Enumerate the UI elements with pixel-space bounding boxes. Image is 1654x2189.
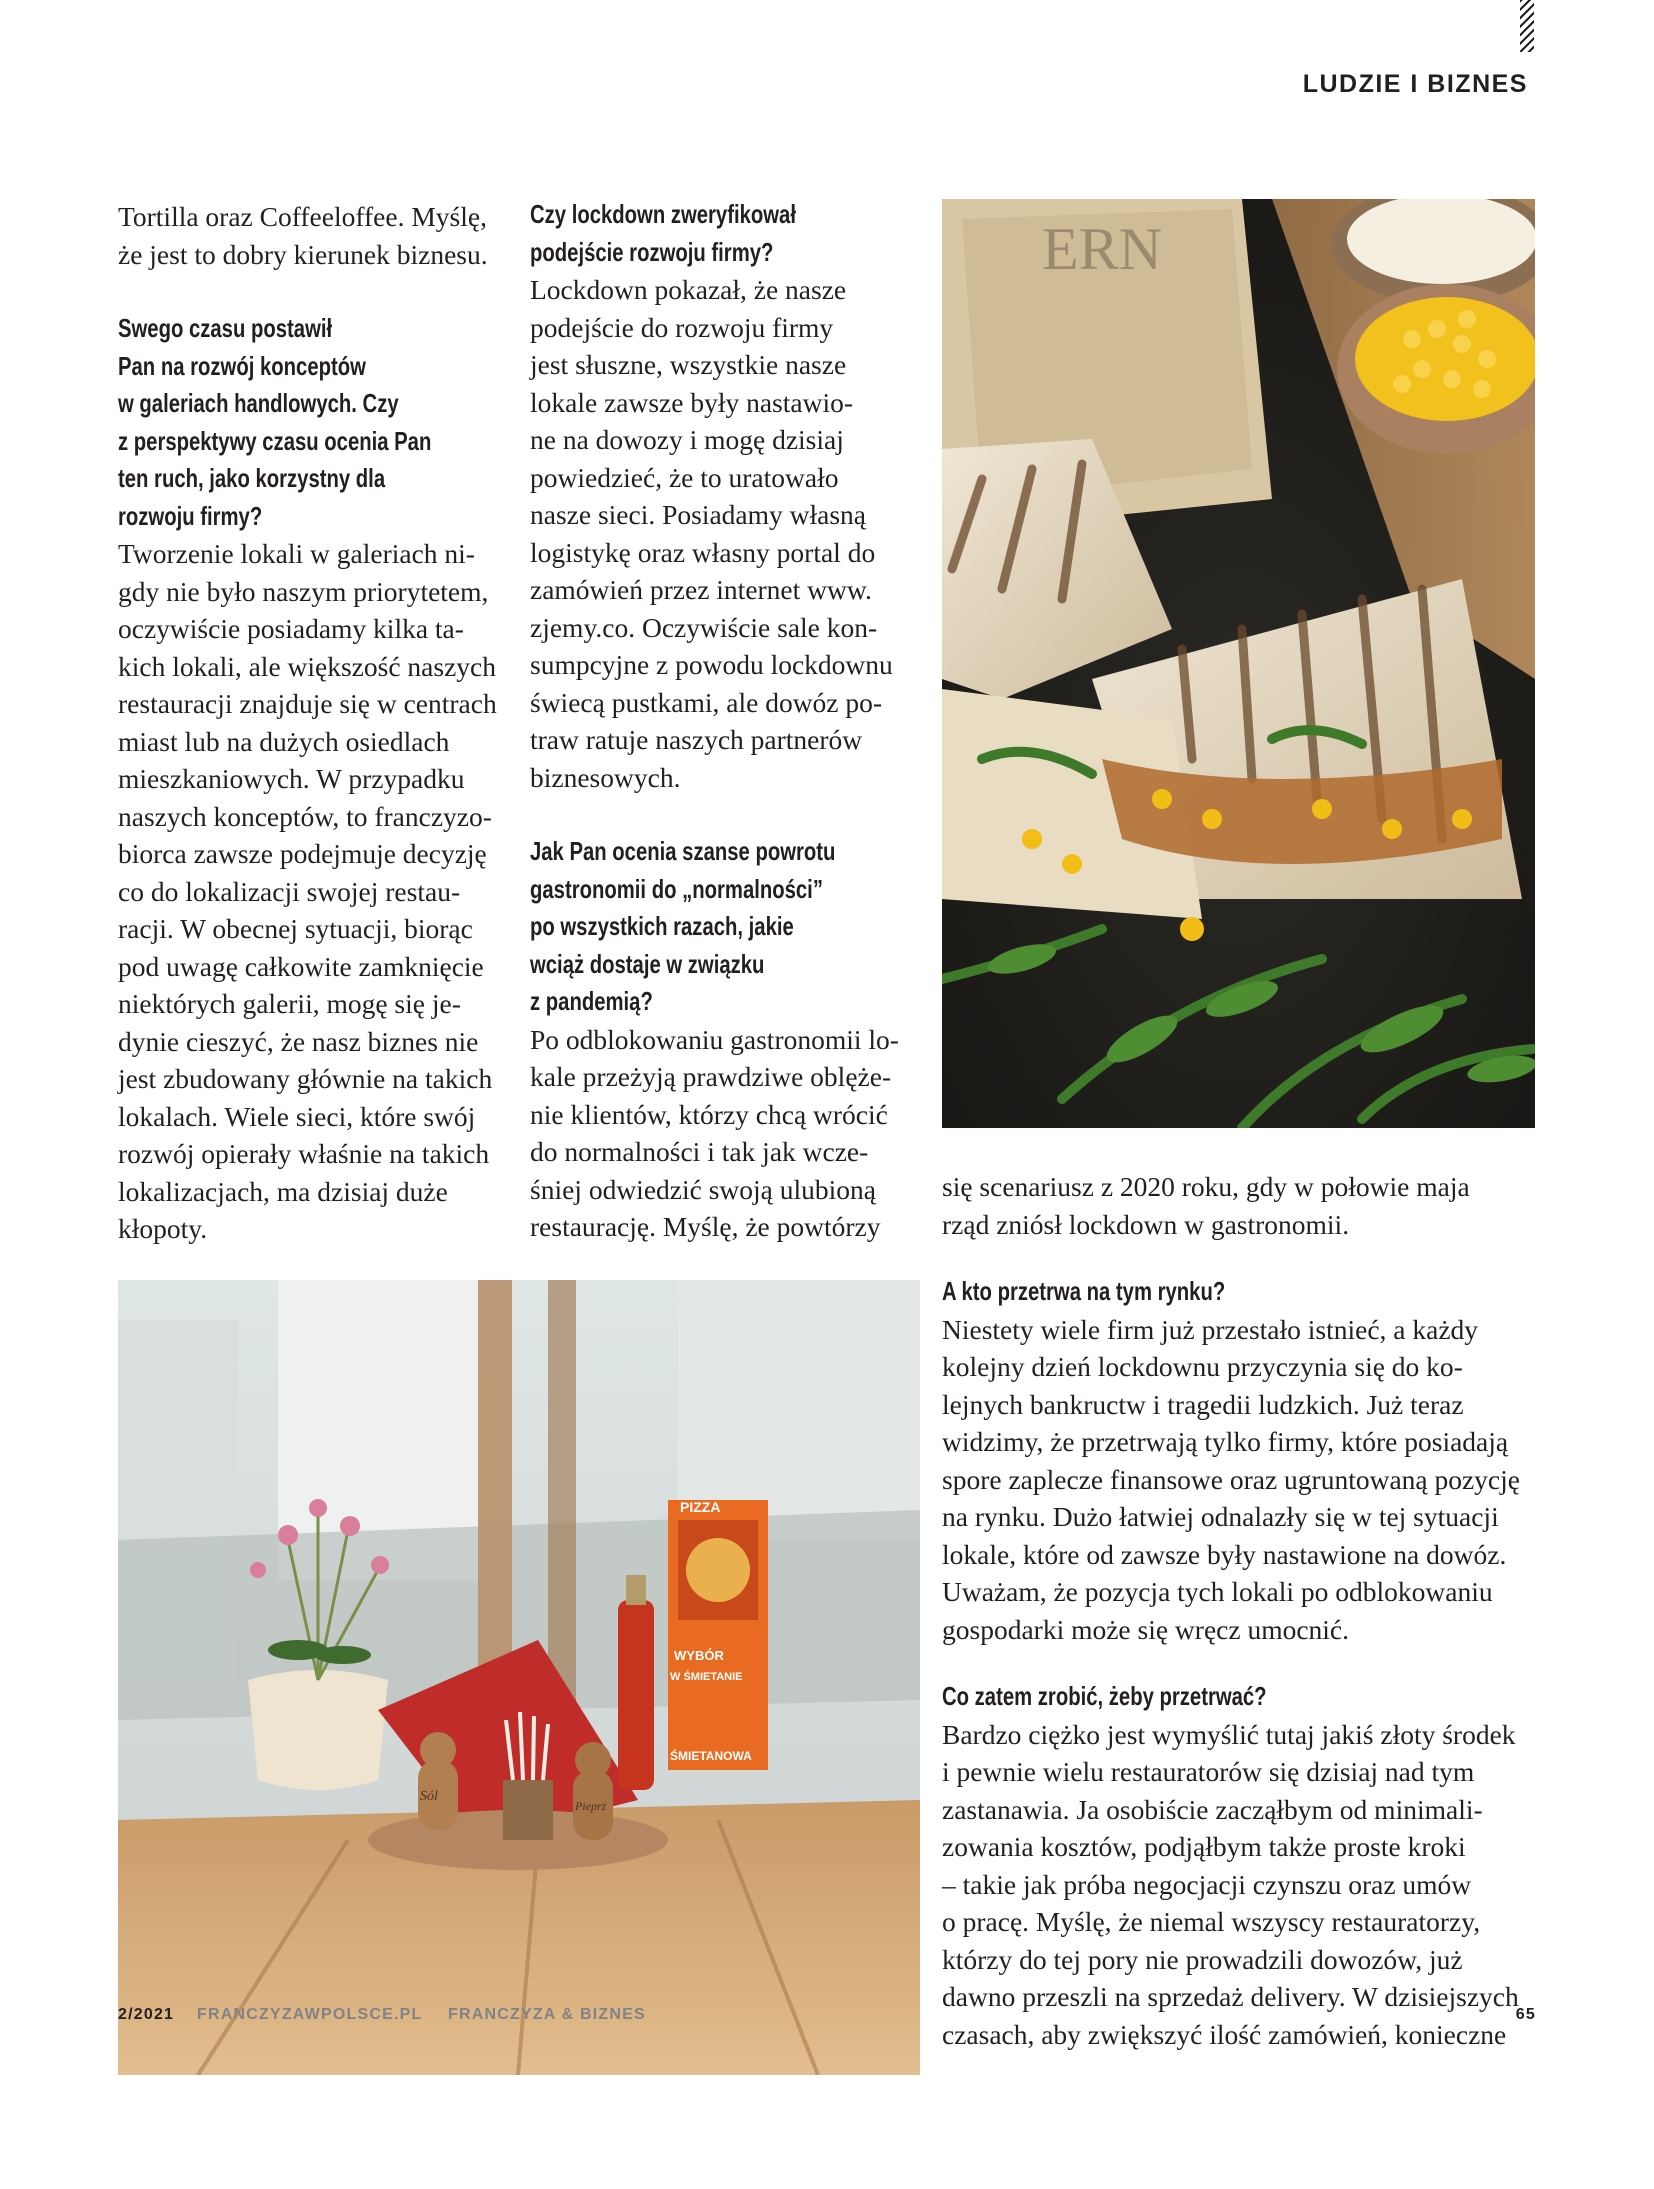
text-line: podejście do rozwoju firmy — [530, 311, 834, 343]
text-line: dynie cieszyć, że nasz biznes nie — [118, 1025, 479, 1057]
interview-question: Co zatem zrobić, żeby przetrwać? — [942, 1681, 1267, 1711]
text-line: się scenariusz z 2020 roku, gdy w połowie maja — [942, 1171, 1470, 1202]
text-line: widzimy, że przetrwają tylko firmy, które posiadają — [942, 1426, 1509, 1457]
continuation-paragraph — [942, 1168, 1546, 1243]
text-line: do normalności i tak jak wcze- — [530, 1136, 869, 1167]
text-line: naszych konceptów, to franczyzo- — [118, 800, 492, 832]
salt-shaker-label: Sól — [420, 1789, 438, 1804]
text-line: lokalach. Wiele sieci, które swój — [118, 1100, 476, 1132]
text-line: biznesowych. — [530, 761, 681, 793]
text-line: mieszkaniowych. W przypadku — [118, 763, 465, 794]
text-line: ne na dowozy i mogę dzisiaj — [530, 424, 844, 455]
text-line: co do lokalizacji swojej restau- — [118, 875, 461, 907]
text-line: na rynku. Dużo łatwiej odnalazły się w tej sytuacji — [942, 1501, 1499, 1532]
text-line: powiedzieć, że to uratowało — [530, 461, 839, 493]
interview-answer — [942, 1311, 1546, 1649]
text-line: zowania kosztów, podjąłbym także proste kroki — [942, 1831, 1466, 1862]
intro-paragraph — [118, 198, 506, 273]
question-line: z perspektywy czasu ocenia Pan — [118, 425, 432, 456]
question-line: z pandemią? — [530, 986, 653, 1016]
text-line: Tortilla oraz Coffeeloffee. Myślę, — [118, 201, 487, 232]
text-line: śniej odwiedzić swoją ulubioną — [530, 1173, 876, 1205]
carton-label-2: WYBÓR — [674, 1648, 724, 1663]
text-line: którzy do tej pory nie prowadzili dowozów, już — [942, 1943, 1463, 1975]
text-line: – takie jak próba negocjacji czynszu oraz umów — [942, 1868, 1472, 1900]
text-line: kolejny dzień lockdownu przyczynia się do ko- — [942, 1351, 1463, 1382]
footer-site: FRANCZYZAWPOLSCE.PL — [197, 2006, 423, 2023]
interview-question — [530, 833, 918, 1021]
text-line: Bardzo ciężko jest wymyślić tutaj jakiś złoty środek — [942, 1718, 1516, 1750]
interview-answer — [530, 271, 918, 796]
interview-question — [530, 196, 918, 271]
text-line: zjemy.co. Oczywiście sale kon- — [530, 611, 878, 643]
text-line: Lockdown pokazał, że nasze — [530, 274, 847, 305]
text-line: Uważam, że pozycja tych lokali po odblokowaniu — [942, 1576, 1493, 1607]
question-line: Pan na rozwój konceptów — [118, 350, 366, 381]
text-line: restaurację. Myślę, że powtórzy — [530, 1211, 881, 1242]
interview-question: A kto przetrwa na tym rynku? — [942, 1276, 1226, 1306]
text-line: kale przeżyją prawdziwe oblęże- — [530, 1061, 892, 1092]
text-line: rozwój opierały właśnie na takich — [118, 1138, 490, 1169]
question-line: Jak Pan ocenia szanse powrotu — [530, 836, 836, 866]
text-line: Po odblokowaniu gastronomii lo- — [530, 1023, 899, 1055]
carton-label-4: ŚMIETANOWA — [670, 1749, 752, 1763]
text-line: zastanawia. Ja osobiście zacząłbym od minimali- — [942, 1793, 1483, 1825]
text-line: lejnych bankructw i tragedii ludzkich. Już teraz — [942, 1388, 1464, 1420]
text-line: miast lub na dużych osiedlach — [118, 725, 450, 757]
footer-magazine: FRANCZYZA & BIZNES — [448, 2006, 646, 2023]
text-line: lokale, które od zawsze były nastawione na dowóz. — [942, 1538, 1507, 1570]
carton-label-1: PIZZA — [680, 1499, 721, 1515]
question-line: Swego czasu postawił — [118, 313, 333, 343]
page-number: 65 — [1515, 2006, 1536, 2023]
restaurant-table-photo — [118, 1280, 920, 2075]
text-line: sumpcyjne z powodu lockdownu — [530, 649, 893, 680]
question-line: ten ruch, jako korzystny dla — [118, 463, 386, 493]
text-line: biorca zawsze podejmuje decyzję — [118, 838, 487, 869]
text-line: oczywiście posiadamy kilka ta- — [118, 613, 464, 644]
question-line: wciąż dostaje w związku — [530, 948, 765, 979]
text-line: gdy nie było naszym priorytetem, — [118, 575, 489, 607]
section-label: LUDZIE I BIZNES — [1302, 70, 1528, 98]
question-line: Czy lockdown zweryfikował — [530, 199, 796, 229]
footer-issue: 2/2021 — [118, 2006, 175, 2023]
text-line: logistykę oraz własny portal do — [530, 536, 876, 568]
text-line: nie klientów, którzy chcą wrócić — [530, 1098, 888, 1130]
text-line: spore zaplecze finansowe oraz ugruntowaną pozycję — [942, 1463, 1520, 1495]
text-line: że jest to dobry kierunek biznesu. — [118, 238, 488, 270]
text-line: świecą pustkami, ale dowóz po- — [530, 686, 883, 718]
pepper-shaker-label: Pieprz — [575, 1799, 607, 1813]
text-line: zamówień przez internet www. — [530, 574, 872, 605]
question-line: rozwoju firmy? — [118, 500, 263, 531]
article-column-3 — [942, 1168, 1546, 2053]
text-line: racji. W obecnej sytuacji, biorąc — [118, 913, 473, 944]
question-line: w galeriach handlowych. Czy — [118, 388, 399, 418]
article-column-1 — [118, 198, 506, 1248]
interview-answer — [118, 535, 506, 1248]
text-line: pod uwagę całkowite zamknięcie — [118, 950, 484, 982]
text-line: gospodarki może się wręcz umocnić. — [942, 1613, 1350, 1645]
interview-answer — [942, 1716, 1546, 2054]
text-line: Niestety wiele firm już przestało istnieć, a każdy — [942, 1313, 1479, 1345]
text-line: Tworzenie lokali w galeriach ni- — [118, 538, 475, 569]
article-column-2 — [530, 196, 918, 1246]
question-line: podejście rozwoju firmy? — [530, 236, 774, 267]
text-line: czasach, aby zwiększyć ilość zamówień, konieczne — [942, 2018, 1507, 2050]
question-line: po wszystkich razach, jakie — [530, 911, 794, 941]
text-line: jest słuszne, wszystkie nasze — [530, 349, 847, 380]
text-line: niektórych galerii, mogę się je- — [118, 988, 461, 1019]
interview-question — [118, 310, 506, 535]
text-line: i pewnie wielu restauratorów się dzisiaj nad tym — [942, 1756, 1475, 1787]
text-line: o pracę. Myślę, że niemal wszyscy restauratorzy, — [942, 1906, 1481, 1937]
text-line: lokale zawsze były nastawio- — [530, 386, 854, 418]
text-line: traw ratuje naszych partnerów — [530, 724, 863, 755]
svg-text:ERN: ERN — [1042, 216, 1162, 282]
text-line: rząd zniósł lockdown w gastronomii. — [942, 1208, 1350, 1240]
text-line: lokalizacjach, ma dzisiaj duże — [118, 1175, 448, 1207]
text-line: dawno przeszli na sprzedaż delivery. W dzisiejszych — [942, 1981, 1519, 2012]
text-line: kich lokali, ale większość naszych — [118, 650, 496, 682]
interview-answer — [530, 1021, 918, 1246]
question-line: gastronomii do „normalności” — [530, 873, 823, 904]
header-hatch-decoration — [1520, 0, 1534, 52]
text-line: restauracji znajduje się w centrach — [118, 688, 497, 719]
carton-label-3: W ŚMIETANIE — [670, 1671, 743, 1683]
text-line: nasze sieci. Posiadamy własną — [530, 499, 867, 530]
text-line: kłopoty. — [118, 1213, 208, 1244]
tortilla-photo — [942, 199, 1535, 1128]
text-line: jest zbudowany głównie na takich — [118, 1063, 493, 1094]
